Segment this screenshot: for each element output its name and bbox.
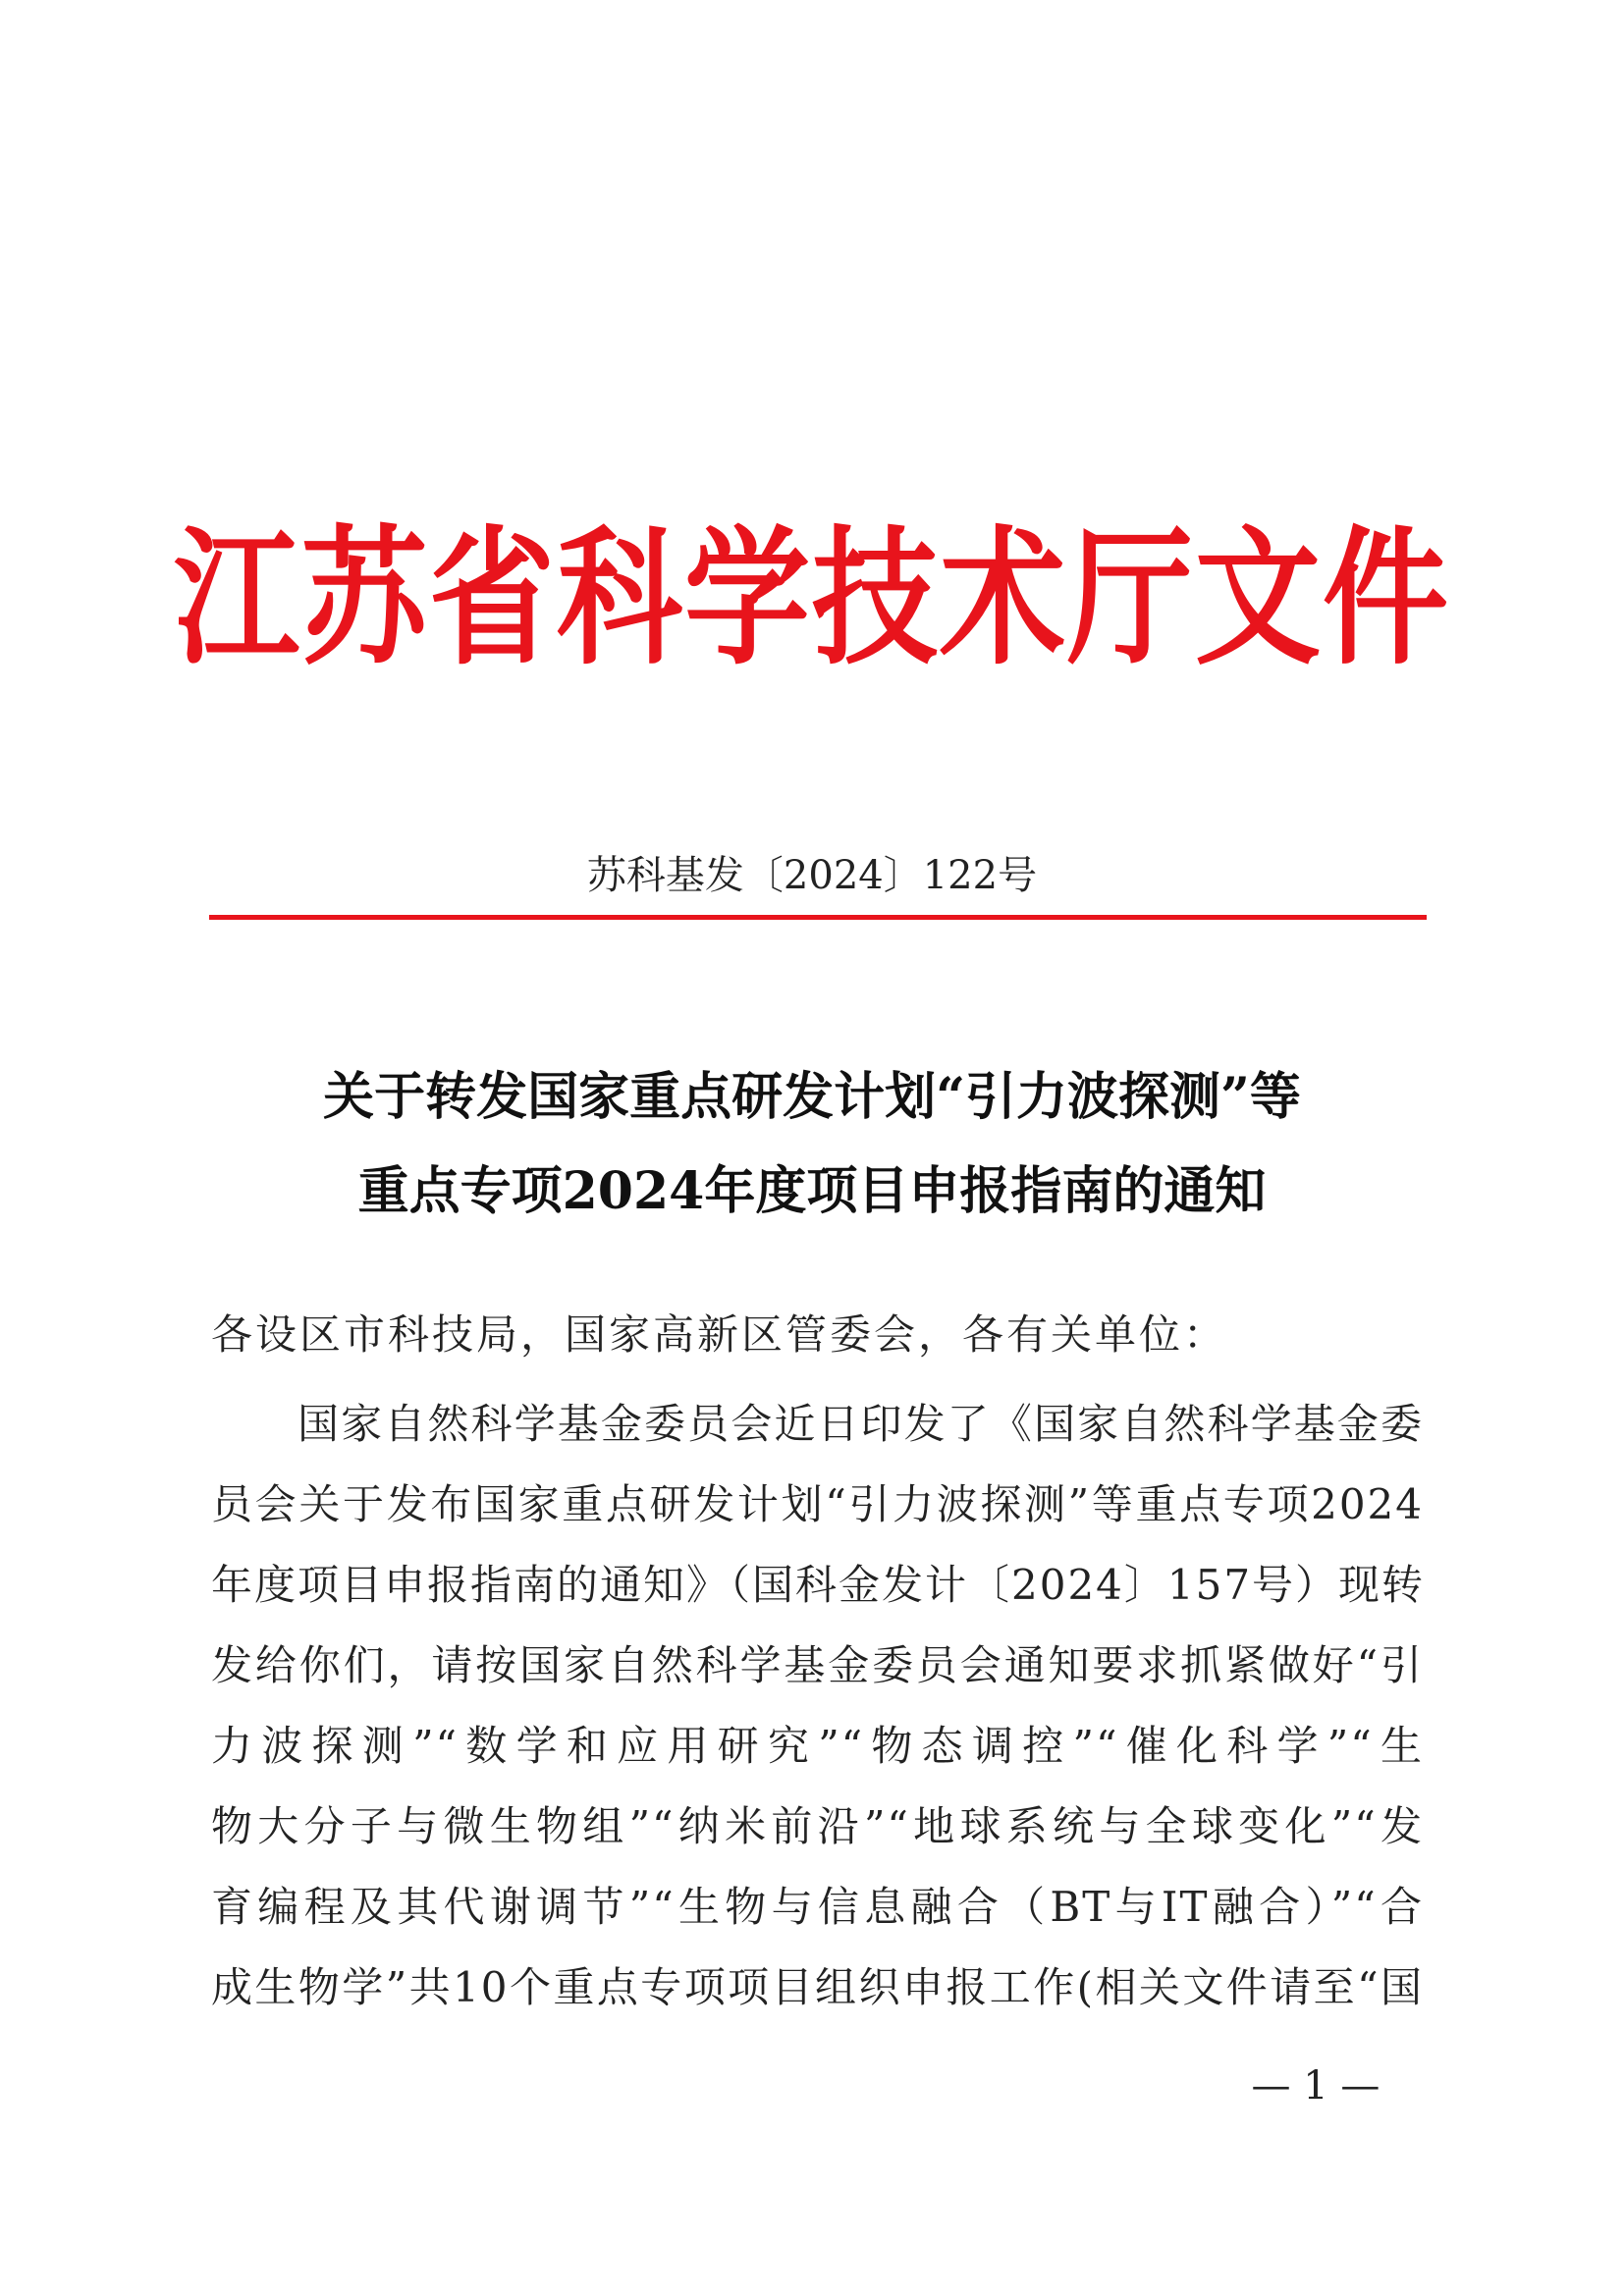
- body-line: 发给你们，请按国家自然科学基金委员会通知要求抓紧做好“引: [211, 1641, 1424, 1689]
- body-line: 物大分子与微生物组”“纳米前沿”“地球系统与全球变化”“发: [211, 1802, 1424, 1850]
- notice-title: [147, 1050, 1477, 1239]
- body-line: 力波探测”“数学和应用研究”“物态调控”“催化科学”“生: [211, 1722, 1424, 1770]
- body-paragraph: [211, 1384, 1424, 2028]
- body-line: 国家自然科学基金委员会近日印发了《国家自然科学基金委: [298, 1400, 1424, 1448]
- document-number: 苏科基发〔2024〕122号: [586, 853, 1038, 898]
- notice-title-line-1: 关于转发国家重点研发计划“引力波探测”等: [323, 1067, 1301, 1127]
- salutation: 各设区市科技局，国家高新区管委会，各有关单位：: [211, 1310, 1228, 1359]
- body-line: 成生物学”共10个重点专项项目组织申报工作(相关文件请至“国: [211, 1963, 1424, 2011]
- masthead-title: 江苏省科学技术厅文件: [173, 512, 1450, 686]
- page-number: — 1 —: [1251, 2063, 1380, 2109]
- body-line: 年度项目申报指南的通知》（国科金发计〔2024〕157号）现转: [211, 1561, 1426, 1609]
- body-line: 员会关于发布国家重点研发计划“引力波探测”等重点专项2024: [211, 1480, 1424, 1528]
- body-line: 育编程及其代谢调节”“生物与信息融合（BT与IT融合）”“合: [211, 1883, 1424, 1931]
- red-divider-rule: [209, 915, 1427, 920]
- notice-title-line-2: 重点专项2024年度项目申报指南的通知: [357, 1161, 1267, 1221]
